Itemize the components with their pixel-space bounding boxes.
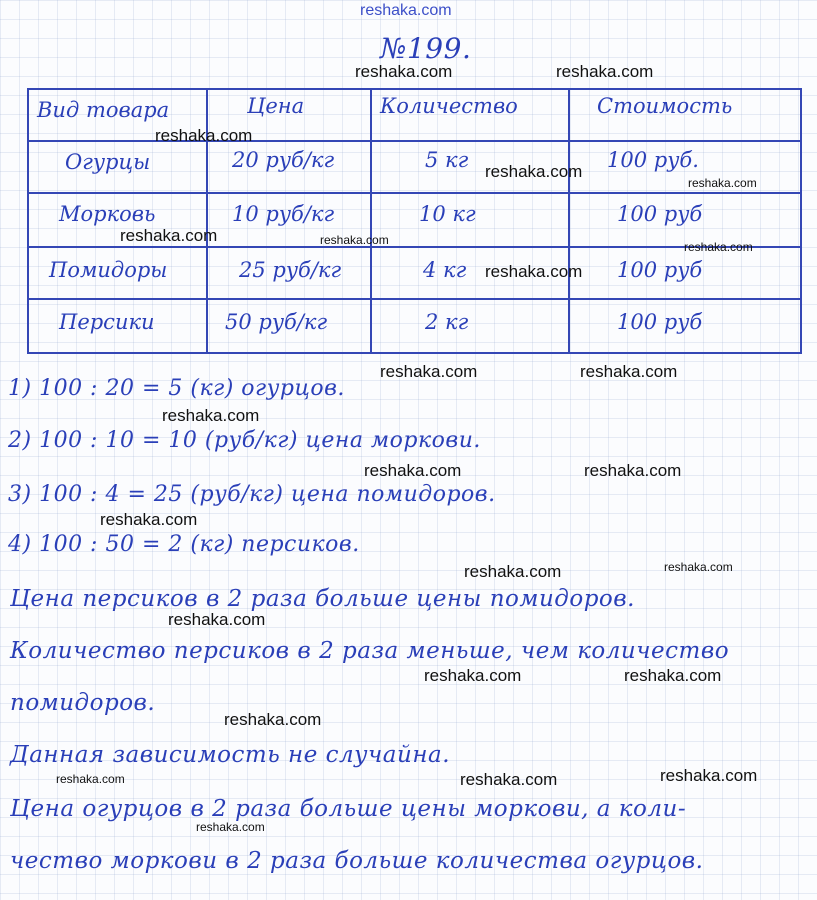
table-header-cell: Вид товара (37, 98, 170, 122)
solution-line: 3) 100 : 4 = 25 (руб/кг) цена помидоров. (8, 482, 496, 507)
table-cell: 5 кг (425, 148, 469, 172)
conclusion-line: Цена огурцов в 2 раза больше цены моркови, а коли- (10, 796, 687, 822)
watermark: reshaka.com (196, 820, 265, 834)
solution-line: 4) 100 : 50 = 2 (кг) персиков. (8, 532, 360, 557)
conclusion-line: чество моркови в 2 раза больше количества огурцов. (10, 848, 704, 874)
watermark: reshaka.com (120, 226, 218, 245)
watermark: reshaka.com (624, 666, 722, 685)
conclusion-line: Количество персиков в 2 раза меньше, чем количество (10, 638, 730, 664)
watermark: reshaka.com (485, 262, 583, 281)
table-cell: 100 руб (617, 202, 703, 226)
table-cell: 2 кг (425, 310, 469, 334)
watermark: reshaka.com (100, 510, 198, 529)
table-cell: 4 кг (423, 258, 467, 282)
table-cell: 25 руб/кг (239, 258, 342, 282)
table-header-cell: Количество (380, 94, 518, 118)
solution-line: 1) 100 : 20 = 5 (кг) огурцов. (8, 376, 345, 401)
watermark: reshaka.com (464, 562, 562, 581)
table-cell: 20 руб/кг (232, 148, 335, 172)
watermark: reshaka.com (580, 362, 678, 381)
conclusion-line: Данная зависимость не случайна. (10, 742, 451, 768)
watermark: reshaka.com (584, 461, 682, 480)
watermark: reshaka.com (660, 766, 758, 785)
watermark: reshaka.com (355, 62, 453, 81)
watermark: reshaka.com (155, 126, 253, 145)
watermark: reshaka.com (168, 610, 266, 629)
watermark: reshaka.com (364, 461, 462, 480)
watermark: reshaka.com (664, 560, 733, 574)
watermark: reshaka.com (162, 406, 260, 425)
table-header-cell: Цена (247, 94, 305, 118)
table-cell: 100 руб (617, 258, 703, 282)
table-cell: Морковь (59, 202, 156, 226)
watermark: reshaka.com (485, 162, 583, 181)
watermark: reshaka.com (460, 770, 558, 789)
watermark: reshaka.com (688, 176, 757, 190)
conclusion-line: помидоров. (10, 690, 156, 716)
conclusion-line: Цена персиков в 2 раза больше цены помидоров. (10, 586, 635, 612)
watermark: reshaka.com (56, 772, 125, 786)
watermark: reshaka.com (684, 240, 753, 254)
watermark: reshaka.com (380, 362, 478, 381)
table-cell: 100 руб. (607, 148, 699, 172)
table-cell: 10 кг (419, 202, 476, 226)
watermark: reshaka.com (556, 62, 654, 81)
table-cell: Помидоры (49, 258, 168, 282)
watermark: reshaka.com (224, 710, 322, 729)
table-header-cell: Стоимость (597, 94, 733, 118)
solution-line: 2) 100 : 10 = 10 (руб/кг) цена моркови. (8, 428, 481, 453)
table-cell: 100 руб (617, 310, 703, 334)
price-table (27, 88, 802, 354)
problem-number: №199. (380, 32, 472, 65)
top-watermark: reshaka.com (360, 2, 452, 19)
table-cell: 50 руб/кг (225, 310, 328, 334)
table-cell: 10 руб/кг (232, 202, 335, 226)
table-cell: Персики (59, 310, 155, 334)
table-cell: Огурцы (65, 150, 151, 174)
watermark: reshaka.com (424, 666, 522, 685)
watermark: reshaka.com (320, 233, 389, 247)
